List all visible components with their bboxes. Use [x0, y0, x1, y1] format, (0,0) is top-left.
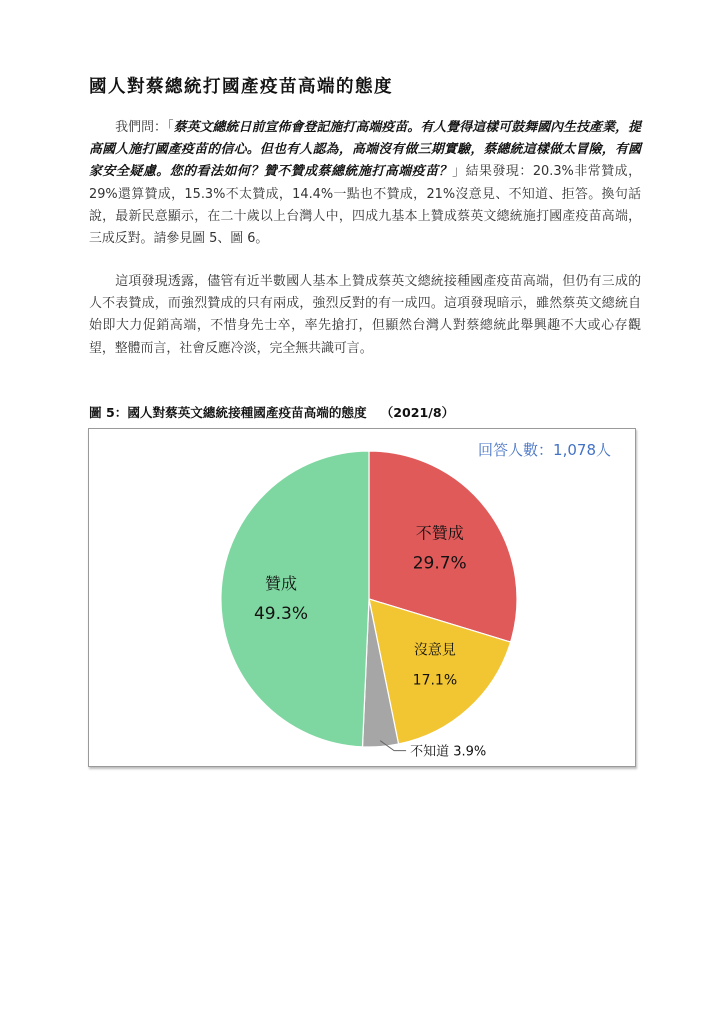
slice-label-agree: 贊成 — [264, 574, 298, 594]
slice-label-no-opinion: 沒意見 — [413, 642, 456, 659]
respondent-count: 回答人數：1,078人 — [478, 441, 611, 459]
pie-chart — [89, 429, 635, 766]
slice-value-disagree: 29.7% — [412, 553, 467, 574]
page-title: 國人對蔡總統打國產疫苗高端的態度 — [89, 77, 393, 97]
findings-text: 結果發現：20.3%非常贊成，29%還算贊成，15.3%不太贊成，14.4%一點也不贊成，21%沒意見、不知道、拒答。換句話說，最新民意顯示，在二十歲以上台灣人中，四成九基本上贊成蔡英文總統施打國產疫苗高端，三成反對。請參見圖 5、圖 6。 — [89, 164, 642, 247]
paragraph-analysis — [89, 271, 641, 360]
slice-label-disagree: 不贊成 — [415, 523, 464, 543]
figure-caption-text: 圖 5：國人對蔡英文總統接種國產疫苗高端的態度 — [89, 405, 367, 420]
question-lead: 我們問：「 — [115, 120, 174, 135]
slice-value-no-opinion: 17.1% — [412, 672, 458, 689]
slice-label-dont-know: 不知道 3.9% — [410, 744, 487, 760]
pie-slice-agree — [221, 451, 369, 747]
analysis-text: 這項發現透露，儘管有近半數國人基本上贊成蔡英文總統接種國產疫苗高端，但仍有三成的人不表贊成，而強烈贊成的只有兩成，強烈反對的有一成四。這項發現暗示，雖然蔡英文總統自始即大力促銷高端，不惜身先士卒，率先搶打，但顯然台灣人對蔡總統此舉興趣不大或心存觀望，整體而言，社會反應冷淡，完全無共識可言。 — [89, 274, 641, 356]
survey-question: 蔡英文總統日前宣佈會登記施打高端疫苗。有人覺得這樣可鼓舞國內生技產業，提高國人施打國產疫苗的信心。但也有人認為，高端沒有做三期實驗，蔡總統這樣做太冒險，有國家安全疑慮。您的看法如何？贊不贊成蔡總統施打高端疫苗？ — [89, 120, 641, 180]
chart-frame — [88, 428, 636, 767]
figure-caption — [89, 402, 649, 421]
figure-caption-date: （2021/8） — [380, 405, 455, 420]
slice-value-agree: 49.3% — [253, 604, 309, 625]
close-quote: 」 — [452, 164, 466, 180]
paragraph-findings — [89, 117, 641, 250]
